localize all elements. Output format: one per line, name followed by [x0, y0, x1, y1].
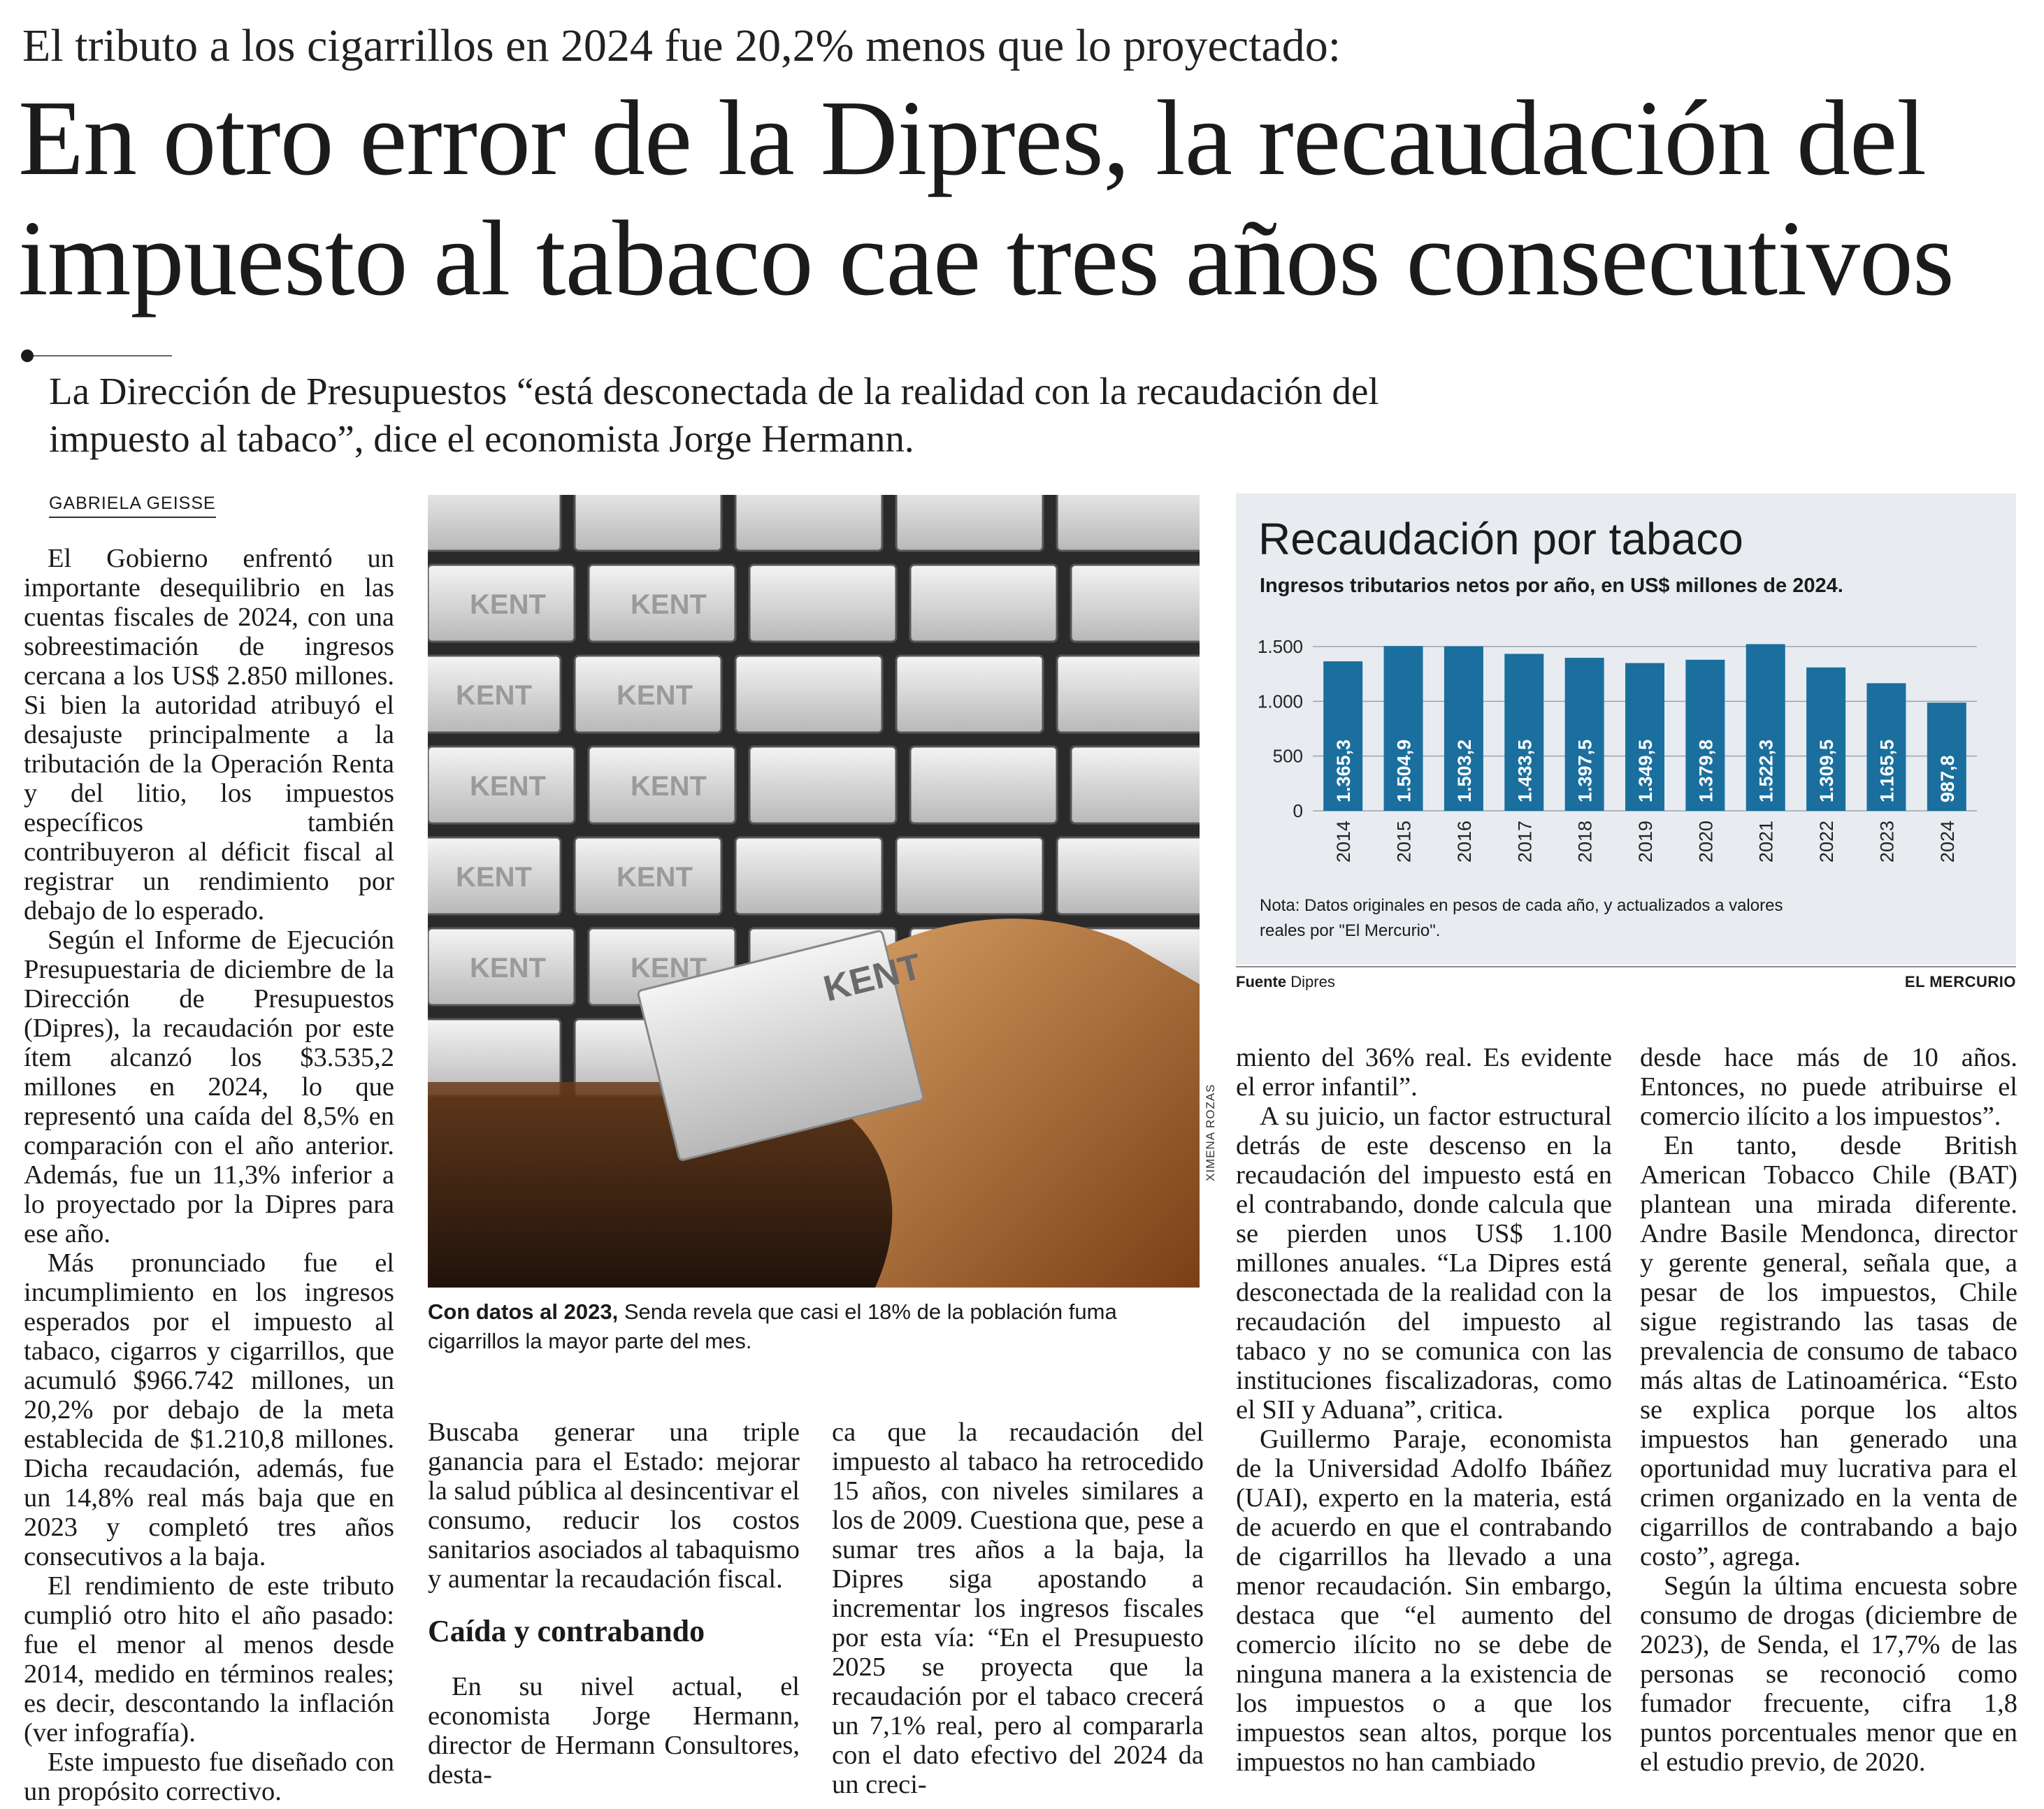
pack-label: KENT: [631, 953, 707, 983]
x-tick-label: 2023: [1876, 821, 1898, 863]
pack: [896, 495, 1043, 551]
headline-line-1: En otro error de la Dipres, la recaudación del: [18, 79, 1927, 198]
pack-label: KENT: [631, 771, 707, 802]
paragraph: Más pronunciado fue el incumplimiento en los ingresos esperados por el impuesto al tabaco, cigarros y cigarrillos, que acumuló $966.742 millones, un 20,2% por debajo de la meta establecida de $1.210,8 millones. Dicha recaudación, además, fue un 14,8% real más baja que en 2023 y completó tres años consecutivos a la baja.: [24, 1248, 394, 1571]
bar-value-label: 1.349,5: [1635, 739, 1656, 802]
source-label: Fuente: [1236, 973, 1287, 990]
chart-source: [1236, 973, 1335, 991]
pack: [1057, 656, 1200, 733]
chart-subtitle: Ingresos tributarios netos por año, en US$ millones de 2024.: [1260, 575, 1843, 597]
chart-note: Nota: Datos originales en pesos de cada año, y actualizados a valores reales por "El Mercurio".: [1260, 896, 1783, 940]
paragraph: miento del 36% real. Es evidente el error infantil”.: [1236, 1043, 1612, 1102]
x-tick-label: 2024: [1936, 821, 1958, 863]
x-tick-label: 2022: [1816, 821, 1838, 863]
pack-label: KENT: [470, 953, 546, 983]
deck-line-2: impuesto al tabaco”, dice el economista Jorge Hermann.: [49, 417, 914, 460]
pack: [910, 565, 1057, 642]
cigarette-photo: [428, 495, 1200, 1288]
x-tick-label: 2014: [1333, 821, 1355, 863]
paragraph: Guillermo Paraje, economista de la Universidad Adolfo Ibáñez (UAI), experto en la materia, está de acuerdo en que el contrabando de cigarrillos ha llevado a una menor recaudación. Sin embargo, destaca que “el aumento del comercio ilícito no se debe de ninguna manera a la existencia de los impuestos o a que los impuestos sean altos, porque los impuestos no han cambiado: [1236, 1425, 1612, 1777]
y-tick-label: 0: [1293, 800, 1303, 821]
photo-illustration: [428, 495, 1200, 1288]
paragraph: El rendimiento de este tributo cumplió otro hito el año pasado: fue el menor al menos desde 2014, medido en términos reales; es decir, descontando la inflación (ver infografía).: [24, 1571, 394, 1747]
pack: [428, 495, 561, 551]
pack: [1071, 747, 1200, 823]
bar-value-label: 1.309,5: [1816, 739, 1838, 802]
bar-value-label: 1.504,9: [1393, 739, 1415, 802]
rule-dot: [21, 349, 34, 362]
chart-title: Recaudación por tabaco: [1258, 514, 1743, 564]
byline: GABRIELA GEISSE: [49, 493, 216, 518]
x-tick-label: 2018: [1574, 821, 1596, 863]
paragraph: Según la última encuesta sobre consumo de drogas (diciembre de 2023), de Senda, el 17,7% de las personas se reconoció como fumador frecuente, cifra 1,8 puntos porcentuales menor que en el estudio previo, de 2020.: [1640, 1571, 2017, 1777]
deck-line-1: La Dirección de Presupuestos “está desconectada de la realidad con la recaudación del: [49, 370, 1379, 412]
pack: [575, 495, 721, 551]
column-3: [832, 1418, 1204, 1799]
column-5: [1640, 1043, 2017, 1777]
column-1: [24, 544, 394, 1806]
section-subhead: Caída y contrabando: [428, 1614, 705, 1648]
x-tick-label: 2015: [1393, 821, 1415, 863]
pack: [1071, 565, 1200, 642]
held-pack-label: KENT: [819, 946, 926, 1010]
headline-line-2: impuesto al tabaco cae tres años consecutivos: [18, 199, 1954, 318]
y-tick-label: 500: [1272, 745, 1303, 767]
paragraph: Buscaba generar una triple ganancia para el Estado: mejorar la salud pública al desincentivar el consumo, reducir los costos sanitarios asociados al tabaquismo y aumentar la recaudación fiscal.: [428, 1418, 800, 1594]
rule-line: [34, 355, 172, 356]
pack-label: KENT: [456, 680, 532, 711]
bar-value-label: 987,8: [1936, 755, 1958, 802]
y-axis-ticks: [1258, 636, 1303, 821]
x-axis-ticks: [1333, 821, 1958, 863]
column-4: [1236, 1043, 1612, 1777]
y-tick-label: 1.000: [1257, 691, 1303, 712]
bar-value-label: 1.433,5: [1514, 739, 1536, 802]
pack: [749, 747, 896, 823]
pack: [1057, 837, 1200, 914]
paragraph: A su juicio, un factor estructural detrás de este descenso en la recaudación del impuesto está en el contrabando, donde calcula que se pierden unos US$ 1.100 millones anuales. “La Dipres está desconectada de la realidad con la recaudación del impuesto al tabaco y no se comunica con las instituciones fiscalizadoras, como el SII y Aduana”, critica.: [1236, 1102, 1612, 1425]
bar-value-label: 1.522,3: [1755, 739, 1777, 802]
publisher-brand: EL MERCURIO: [1904, 973, 2016, 990]
bar-value-label: 1.165,5: [1876, 739, 1898, 802]
photo-credit: XIMENA ROZAS: [1204, 1083, 1217, 1181]
x-tick-label: 2021: [1755, 821, 1777, 863]
bar-value-label: 1.503,2: [1453, 739, 1475, 802]
x-tick-label: 2020: [1695, 821, 1717, 863]
pack-label: KENT: [617, 862, 693, 893]
pack-label: KENT: [470, 771, 546, 802]
pack: [735, 495, 882, 551]
paragraph: desde hace más de 10 años. Entonces, no puede atribuirse el comercio ilícito a los impuestos”.: [1640, 1043, 2017, 1131]
bar-chart: [1236, 615, 2016, 881]
pack: [735, 837, 882, 914]
x-tick-label: 2016: [1453, 821, 1475, 863]
pack: [1057, 495, 1200, 551]
column-2: [428, 1418, 800, 1789]
paragraph: Según el Informe de Ejecución Presupuestaria de diciembre de la Dirección de Presupuestos (Dipres), la recaudación por este ítem alcanzó los $3.535,2 millones en 2024, lo que representó una caída del 8,5% en comparación con el año anterior. Además, fue un 11,3% inferior a lo proyectado por la Dipres para ese año.: [24, 925, 394, 1248]
pack-label: KENT: [456, 862, 532, 893]
bar-value-label: 1.365,3: [1333, 739, 1355, 802]
headline: [18, 78, 1954, 319]
pack-label: KENT: [470, 589, 546, 620]
pack: [749, 565, 896, 642]
source-value: Dipres: [1290, 973, 1335, 990]
paragraph: En tanto, desde British American Tobacco Chile (BAT) plantean una mirada diferente. Andre Basile Mendonca, director y gerente general, señala que, a pesar de los impuestos, Chile sigue registrando las tasas de prevalencia de consumo de tabaco más altas de Latinoamérica. “Esto se explica porque los altos impuestos han generado una oportunidad muy lucrativa para el crimen organizado en la venta de cigarrillos de contrabando a bajo costo”, agrega.: [1640, 1131, 2017, 1571]
caption-text: Senda revela que casi el 18% de la población fuma cigarrillos la mayor parte del mes.: [428, 1299, 1117, 1353]
bar-value-label: 1.379,8: [1695, 739, 1717, 802]
x-tick-label: 2017: [1514, 821, 1536, 863]
photo-caption: [428, 1297, 1200, 1356]
paragraph: Este impuesto fue diseñado con un propósito correctivo.: [24, 1747, 394, 1806]
x-tick-label: 2019: [1635, 821, 1656, 863]
y-tick-label: 1.500: [1257, 636, 1303, 657]
pack: [735, 656, 882, 733]
kicker: El tributo a los cigarrillos en 2024 fue 20,2% menos que lo proyectado:: [22, 20, 1341, 71]
caption-lead: Con datos al 2023,: [428, 1299, 619, 1324]
pack-label: KENT: [617, 680, 693, 711]
chart-rule: [1236, 966, 2016, 967]
bar-value-labels: [1333, 740, 1958, 802]
bar-value-label: 1.397,5: [1574, 739, 1596, 802]
paragraph: En su nivel actual, el economista Jorge Hermann, director de Hermann Consultores, desta-: [428, 1672, 800, 1789]
pack-label: KENT: [631, 589, 707, 620]
paragraph: ca que la recaudación del impuesto al tabaco ha retrocedido 15 años, con niveles similares a los de 2009. Cuestiona que, pese a sumar tres años a la baja, la Dipres siga apostando a incrementar los ingresos fiscales por esta vía: “En el Presupuesto 2025 se proyecta que la recaudación por el tabaco crecerá un 7,1% real, pero al compararla con el dato efectivo del 2024 da un creci-: [832, 1418, 1204, 1799]
deck: [49, 368, 1379, 463]
pack: [896, 656, 1043, 733]
pack: [896, 837, 1043, 914]
pack: [910, 747, 1057, 823]
paragraph: El Gobierno enfrentó un importante desequilibrio en las cuentas fiscales de 2024, con una sobreestimación de ingresos cercana a los US$ 2.850 millones. Si bien la autoridad atribuyó el desajuste principalmente a la tributación de la Operación Renta y del litio, los impuestos específicos también contribuyeron al déficit fiscal al registrar un rendimiento por debajo de lo esperado.: [24, 544, 394, 925]
